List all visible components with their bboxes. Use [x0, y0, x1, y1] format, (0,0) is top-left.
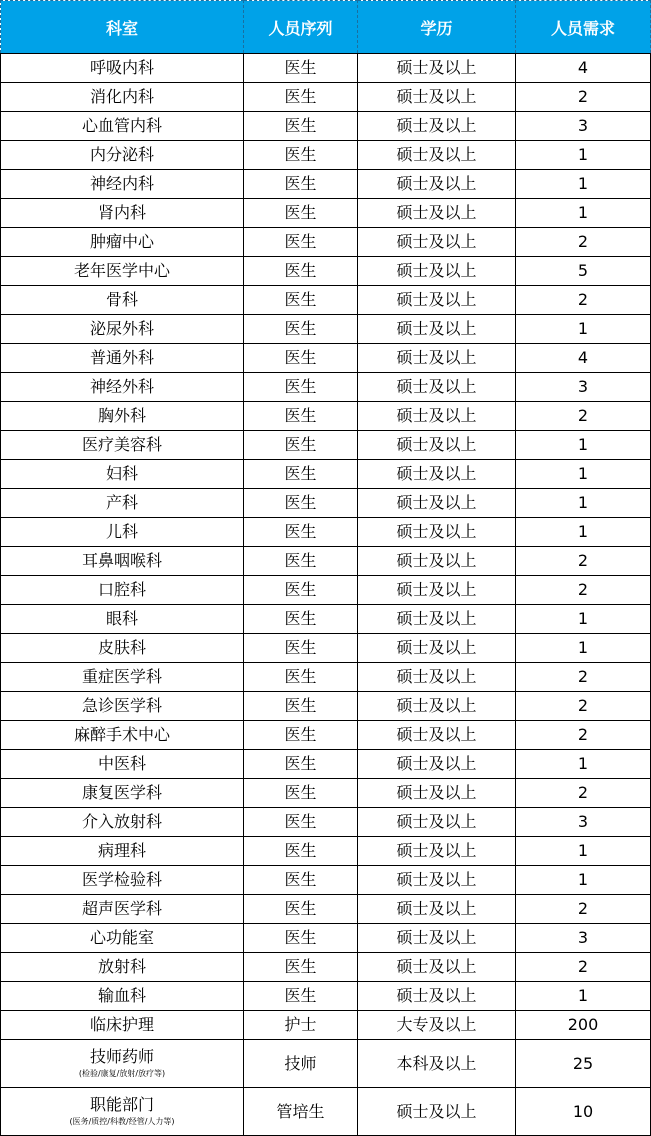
education-cell: 硕士及以上: [358, 692, 516, 721]
department-cell: 心血管内科: [1, 112, 244, 141]
education-cell: 硕士及以上: [358, 1088, 516, 1136]
department-cell: 老年医学中心: [1, 257, 244, 286]
table-row: [1, 895, 651, 924]
headcount-cell: 1: [516, 605, 651, 634]
table-row: [1, 1040, 651, 1088]
table-row: [1, 576, 651, 605]
table-row: [1, 257, 651, 286]
education-cell: 硕士及以上: [358, 547, 516, 576]
department-cell: 肾内科: [1, 199, 244, 228]
staff-sequence-cell: 医生: [244, 141, 358, 170]
department-cell: 皮肤科: [1, 634, 244, 663]
headcount-cell: 2: [516, 953, 651, 982]
staff-sequence-cell: 医生: [244, 895, 358, 924]
headcount-cell: 3: [516, 112, 651, 141]
headcount-cell: 4: [516, 54, 651, 83]
table-row: [1, 605, 651, 634]
headcount-cell: 1: [516, 199, 651, 228]
table-row: [1, 1011, 651, 1040]
headcount-cell: 200: [516, 1011, 651, 1040]
education-cell: 硕士及以上: [358, 605, 516, 634]
department-cell: 消化内科: [1, 83, 244, 112]
staff-sequence-cell: 医生: [244, 257, 358, 286]
table-row: [1, 431, 651, 460]
headcount-cell: 3: [516, 808, 651, 837]
education-cell: 硕士及以上: [358, 344, 516, 373]
education-cell: 硕士及以上: [358, 663, 516, 692]
education-cell: 硕士及以上: [358, 141, 516, 170]
table-row: [1, 634, 651, 663]
headcount-cell: 2: [516, 576, 651, 605]
staff-sequence-cell: 医生: [244, 431, 358, 460]
department-name: 职能部门: [89, 1095, 154, 1114]
table-row: [1, 228, 651, 257]
table-row: [1, 286, 651, 315]
department-cell: 口腔科: [1, 576, 244, 605]
staff-sequence-cell: 医生: [244, 866, 358, 895]
headcount-cell: 1: [516, 866, 651, 895]
table-row: [1, 1088, 651, 1136]
staff-sequence-cell: 医生: [244, 83, 358, 112]
headcount-cell: 1: [516, 170, 651, 199]
department-cell: [1, 1088, 244, 1136]
education-cell: 硕士及以上: [358, 373, 516, 402]
table-body: [1, 54, 651, 1136]
department-cell: 输血科: [1, 982, 244, 1011]
education-cell: 硕士及以上: [358, 924, 516, 953]
education-cell: 硕士及以上: [358, 54, 516, 83]
department-cell: 心功能室: [1, 924, 244, 953]
department-cell: 妇科: [1, 460, 244, 489]
headcount-cell: 2: [516, 83, 651, 112]
table-row: [1, 808, 651, 837]
staff-sequence-cell: 医生: [244, 634, 358, 663]
education-cell: 硕士及以上: [358, 489, 516, 518]
department-name: 技师药师: [89, 1047, 154, 1066]
department-cell: 临床护理: [1, 1011, 244, 1040]
staff-sequence-cell: 医生: [244, 460, 358, 489]
staff-sequence-cell: 医生: [244, 54, 358, 83]
table-row: [1, 141, 651, 170]
headcount-cell: 1: [516, 982, 651, 1011]
education-cell: 硕士及以上: [358, 170, 516, 199]
department-cell: 内分泌科: [1, 141, 244, 170]
table-row: [1, 54, 651, 83]
staff-sequence-cell: 医生: [244, 402, 358, 431]
table-row: [1, 750, 651, 779]
staff-sequence-cell: 医生: [244, 112, 358, 141]
table-row: [1, 199, 651, 228]
staff-sequence-cell: 医生: [244, 692, 358, 721]
department-cell: 儿科: [1, 518, 244, 547]
department-cell: 介入放射科: [1, 808, 244, 837]
department-cell: 普通外科: [1, 344, 244, 373]
header-staff-sequence: 人员序列: [244, 1, 358, 54]
staff-sequence-cell: 医生: [244, 808, 358, 837]
department-cell: 泌尿外科: [1, 315, 244, 344]
headcount-cell: 3: [516, 373, 651, 402]
headcount-cell: 2: [516, 286, 651, 315]
department-cell: 肿瘤中心: [1, 228, 244, 257]
staff-sequence-cell: 医生: [244, 547, 358, 576]
headcount-cell: 2: [516, 663, 651, 692]
table-row: [1, 692, 651, 721]
headcount-cell: 1: [516, 837, 651, 866]
staff-sequence-cell: 医生: [244, 721, 358, 750]
education-cell: 硕士及以上: [358, 750, 516, 779]
staff-sequence-cell: 医生: [244, 924, 358, 953]
table-row: [1, 663, 651, 692]
department-cell: 病理科: [1, 837, 244, 866]
table-row: [1, 402, 651, 431]
staff-sequence-cell: 医生: [244, 953, 358, 982]
headcount-cell: 2: [516, 895, 651, 924]
department-cell: 产科: [1, 489, 244, 518]
headcount-cell: 2: [516, 779, 651, 808]
header-headcount: 人员需求: [516, 1, 651, 54]
headcount-cell: 2: [516, 721, 651, 750]
education-cell: 硕士及以上: [358, 576, 516, 605]
education-cell: 硕士及以上: [358, 199, 516, 228]
department-note: (医务/质控/科教/经管/人力等): [69, 1117, 175, 1126]
education-cell: 硕士及以上: [358, 460, 516, 489]
department-cell: 医疗美容科: [1, 431, 244, 460]
department-cell: 神经内科: [1, 170, 244, 199]
department-cell: 神经外科: [1, 373, 244, 402]
staff-sequence-cell: 医生: [244, 779, 358, 808]
headcount-cell: 1: [516, 141, 651, 170]
department-cell: [1, 1040, 244, 1088]
staff-sequence-cell: 医生: [244, 170, 358, 199]
table-row: [1, 344, 651, 373]
education-cell: 硕士及以上: [358, 286, 516, 315]
education-cell: 硕士及以上: [358, 866, 516, 895]
table-row: [1, 866, 651, 895]
education-cell: 大专及以上: [358, 1011, 516, 1040]
headcount-cell: 2: [516, 402, 651, 431]
table-row: [1, 547, 651, 576]
staff-sequence-cell: 医生: [244, 837, 358, 866]
table-row: [1, 315, 651, 344]
department-cell: 骨科: [1, 286, 244, 315]
staff-sequence-cell: 医生: [244, 315, 358, 344]
education-cell: 硕士及以上: [358, 518, 516, 547]
department-cell: 呼吸内科: [1, 54, 244, 83]
education-cell: 硕士及以上: [358, 83, 516, 112]
education-cell: 硕士及以上: [358, 228, 516, 257]
education-cell: 硕士及以上: [358, 431, 516, 460]
headcount-cell: 1: [516, 315, 651, 344]
header-department: 科室: [1, 1, 244, 54]
headcount-cell: 1: [516, 460, 651, 489]
education-cell: 硕士及以上: [358, 808, 516, 837]
headcount-cell: 2: [516, 228, 651, 257]
department-cell: 医学检验科: [1, 866, 244, 895]
table-row: [1, 170, 651, 199]
department-cell: 麻醉手术中心: [1, 721, 244, 750]
staff-sequence-cell: 医生: [244, 344, 358, 373]
staff-sequence-cell: 医生: [244, 489, 358, 518]
table-row: [1, 489, 651, 518]
department-cell: 重症医学科: [1, 663, 244, 692]
department-cell: 超声医学科: [1, 895, 244, 924]
table-row: [1, 721, 651, 750]
headcount-cell: 4: [516, 344, 651, 373]
staff-sequence-cell: 医生: [244, 576, 358, 605]
headcount-cell: 1: [516, 750, 651, 779]
department-cell: 放射科: [1, 953, 244, 982]
table-header-row: [1, 1, 651, 54]
headcount-cell: 5: [516, 257, 651, 286]
staff-sequence-cell: 医生: [244, 286, 358, 315]
headcount-cell: 10: [516, 1088, 651, 1136]
headcount-cell: 2: [516, 547, 651, 576]
table-row: [1, 779, 651, 808]
table-row: [1, 837, 651, 866]
table-row: [1, 83, 651, 112]
staff-sequence-cell: 医生: [244, 518, 358, 547]
education-cell: 硕士及以上: [358, 112, 516, 141]
department-cell: 眼科: [1, 605, 244, 634]
education-cell: 硕士及以上: [358, 721, 516, 750]
headcount-cell: 1: [516, 431, 651, 460]
table-row: [1, 953, 651, 982]
department-cell: 康复医学科: [1, 779, 244, 808]
education-cell: 硕士及以上: [358, 837, 516, 866]
header-education: 学历: [358, 1, 516, 54]
staff-sequence-cell: 医生: [244, 373, 358, 402]
headcount-cell: 3: [516, 924, 651, 953]
education-cell: 本科及以上: [358, 1040, 516, 1088]
education-cell: 硕士及以上: [358, 895, 516, 924]
staff-sequence-cell: 技师: [244, 1040, 358, 1088]
education-cell: 硕士及以上: [358, 315, 516, 344]
headcount-cell: 2: [516, 692, 651, 721]
headcount-cell: 1: [516, 489, 651, 518]
headcount-cell: 1: [516, 634, 651, 663]
staff-sequence-cell: 管培生: [244, 1088, 358, 1136]
table-row: [1, 373, 651, 402]
staff-sequence-cell: 医生: [244, 605, 358, 634]
education-cell: 硕士及以上: [358, 402, 516, 431]
education-cell: 硕士及以上: [358, 982, 516, 1011]
table-row: [1, 518, 651, 547]
staff-sequence-cell: 护士: [244, 1011, 358, 1040]
table-row: [1, 460, 651, 489]
department-cell: 急诊医学科: [1, 692, 244, 721]
staff-sequence-cell: 医生: [244, 663, 358, 692]
staff-sequence-cell: 医生: [244, 750, 358, 779]
education-cell: 硕士及以上: [358, 779, 516, 808]
department-cell: 中医科: [1, 750, 244, 779]
education-cell: 硕士及以上: [358, 634, 516, 663]
headcount-cell: 25: [516, 1040, 651, 1088]
staff-sequence-cell: 医生: [244, 982, 358, 1011]
staff-sequence-cell: 医生: [244, 199, 358, 228]
education-cell: 硕士及以上: [358, 953, 516, 982]
department-cell: 耳鼻咽喉科: [1, 547, 244, 576]
department-note: (检验/康复/放射/放疗等): [78, 1069, 166, 1078]
table-row: [1, 982, 651, 1011]
education-cell: 硕士及以上: [358, 257, 516, 286]
table-row: [1, 112, 651, 141]
department-cell: 胸外科: [1, 402, 244, 431]
table-row: [1, 924, 651, 953]
staff-sequence-cell: 医生: [244, 228, 358, 257]
headcount-cell: 1: [516, 518, 651, 547]
